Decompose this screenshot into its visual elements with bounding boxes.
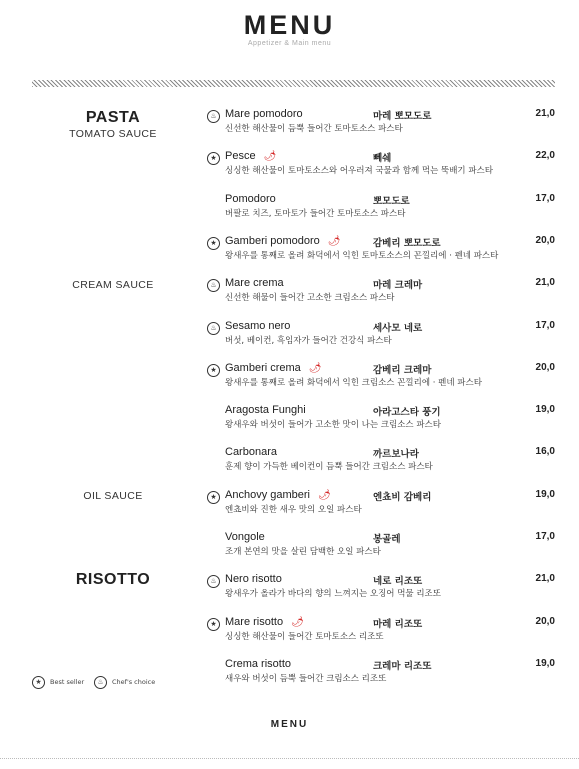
section-cream-sauce [32,279,194,291]
menu-item [205,108,557,148]
item-name-text: Aragosta Funghi [225,404,306,417]
chili-pepper-icon: 🌶 [318,489,331,501]
menu-subtitle: Appetizer & Main menu [247,40,332,47]
item-name [225,277,284,289]
item-price: 21,0 [535,573,555,585]
footer-divider [0,758,579,759]
item-price: 22,0 [535,150,555,162]
item-name-text: Nero risotto [225,573,282,586]
item-name-text: Pesce [225,150,256,163]
item-name [225,404,306,416]
item-description: 새우와 버섯이 듬뿍 들어간 크림소스 리조또 [225,673,387,684]
item-korean-name: 감베리 뽀모도로 [373,237,441,249]
item-name-text: Mare risotto [225,615,284,628]
item-name [225,531,265,543]
item-korean-name: 감베리 크레마 [373,364,432,376]
item-name-text: Vongole [225,531,265,543]
chef-hat-badge-icon: ♨ [207,110,220,123]
item-description: 왕새우를 통째로 올려 화덕에서 익힌 크림소스 꼰낄리에 · 펜네 파스타 [225,377,482,388]
item-name-text: Crema risotto [225,657,292,670]
menu-item [205,404,557,444]
item-korean-name: 네로 리조또 [373,576,423,588]
item-description: 싱싱한 해산물이 토마토소스와 어우러져 국물과 함께 먹는 뚝배기 파스타 [225,166,493,177]
item-name [225,446,277,458]
section-oil-sauce [32,490,194,502]
item-price: 21,0 [535,277,555,289]
item-description: 왕새우와 버섯이 들어가 고소한 맛이 나는 크림소스 파스타 [225,420,441,431]
item-korean-name: 세사모 네로 [373,322,423,334]
item-name-text: Mare crema [225,277,284,290]
item-price: 21,0 [535,108,555,119]
item-price: 17,0 [535,192,555,204]
item-korean-name: 엔쵸비 감베리 [373,491,432,503]
item-korean-name: 마레 리조또 [373,618,423,630]
footer-menu-label: MENU [270,719,309,730]
item-description: 버섯, 베이컨, 흑임자가 들어간 건강식 파스타 [225,335,392,346]
item-name [225,489,331,501]
item-name [225,193,276,205]
menu-item [205,362,557,402]
item-name-text: Anchovy gamberi [225,488,310,501]
menu-item [205,531,557,571]
item-name [225,573,282,585]
section-title: PASTA [85,109,141,126]
legend-best-seller: Best seller [50,678,85,686]
item-korean-name: 마레 뽀모도로 [373,111,432,122]
menu-item [205,573,557,613]
item-description: 버팔로 치즈, 토마토가 들어간 토마토소스 파스타 [225,208,406,219]
star-badge-icon: ★ [207,364,220,377]
item-description: 왕새우를 통째로 올려 화덕에서 익힌 토마토소스의 꼰낄리에 · 펜네 파스타 [225,250,499,261]
star-badge-icon: ★ [207,237,220,250]
item-description: 싱싱한 해산물이 들어간 토마토소스 리조또 [225,631,384,642]
menu-item [205,235,557,275]
menu-title: MENU [243,10,336,40]
menu-item [205,320,557,360]
item-name [225,108,303,120]
item-name-text: Mare pomodoro [225,108,303,120]
item-korean-name: 크레마 리조또 [373,660,432,672]
menu-item [205,277,557,317]
section-title: OIL SAUCE [83,490,143,502]
item-name-text: Gamberi pomodoro [225,234,320,247]
item-korean-name: 뻬쉐 [373,153,392,165]
item-name-text: Carbonara [225,446,277,459]
item-name [225,235,340,247]
item-price: 16,0 [535,446,555,458]
item-name-text: Pomodoro [225,192,276,205]
item-description: 신선한 해산물이 듬뿍 들어간 토마토소스 파스타 [225,124,403,134]
decorative-stripe [32,80,555,87]
chef-hat-badge-icon: ♨ [207,322,220,335]
menu-item [205,150,557,190]
item-description: 엔쵸비와 진한 새우 맛의 오일 파스타 [225,504,362,515]
item-description: 훈제 향이 가득한 베이컨이 듬뿍 들어간 크림소스 파스타 [225,462,433,473]
menu-item [205,446,557,486]
item-korean-name: 뽀모도로 [373,195,410,207]
item-name [225,616,304,628]
item-name [225,150,276,162]
item-price: 19,0 [535,404,555,416]
section-title: CREAM SAUCE [72,279,154,291]
chef-hat-badge-icon: ♨ [207,575,220,588]
menu-item [205,616,557,656]
chef-hat-badge-icon: ♨ [207,279,220,292]
item-description: 왕새우가 올라가 바다의 향의 느껴지는 오징어 먹물 리조또 [225,589,441,600]
item-price: 19,0 [535,657,555,669]
star-badge-icon: ★ [207,152,220,165]
item-korean-name: 마레 크레마 [373,280,423,292]
menu-item [205,489,557,529]
item-name-text: Sesamo nero [225,319,291,332]
item-korean-name: 까르보나라 [373,449,419,461]
chili-pepper-icon: 🌶 [263,151,277,163]
item-korean-name: 아라고스타 풍기 [373,407,441,419]
chef-hat-badge-icon: ♨ [94,676,107,689]
chili-pepper-icon: 🌶 [291,616,304,628]
legend-chefs-choice: Chef's choice [112,678,156,686]
item-price: 20,0 [535,615,555,627]
item-korean-name: 봉골레 [373,534,401,545]
item-price: 17,0 [535,531,555,542]
section-title: RISOTTO [75,571,151,588]
chili-pepper-icon: 🌶 [327,235,341,247]
item-price: 17,0 [535,319,555,331]
section-risotto [32,571,194,589]
item-name-text: Gamberi crema [225,361,301,374]
star-badge-icon: ★ [207,618,220,631]
section-pasta [32,109,194,140]
star-badge-icon: ★ [207,491,220,504]
item-name [225,658,291,670]
item-name [225,362,322,374]
item-description: 조개 본연의 맛을 살린 담백한 오일 파스타 [225,547,381,557]
item-name [225,320,290,332]
menu-item [205,193,557,233]
item-price: 20,0 [535,234,555,246]
item-price: 20,0 [535,361,555,373]
chili-pepper-icon: 🌶 [308,362,322,374]
star-badge-icon: ★ [32,676,45,689]
menu-item [205,658,557,698]
section-subtitle: TOMATO SAUCE [69,128,157,140]
item-price: 19,0 [535,488,555,500]
item-description: 신선한 해물이 들어간 고소한 크림소스 파스타 [225,293,395,304]
